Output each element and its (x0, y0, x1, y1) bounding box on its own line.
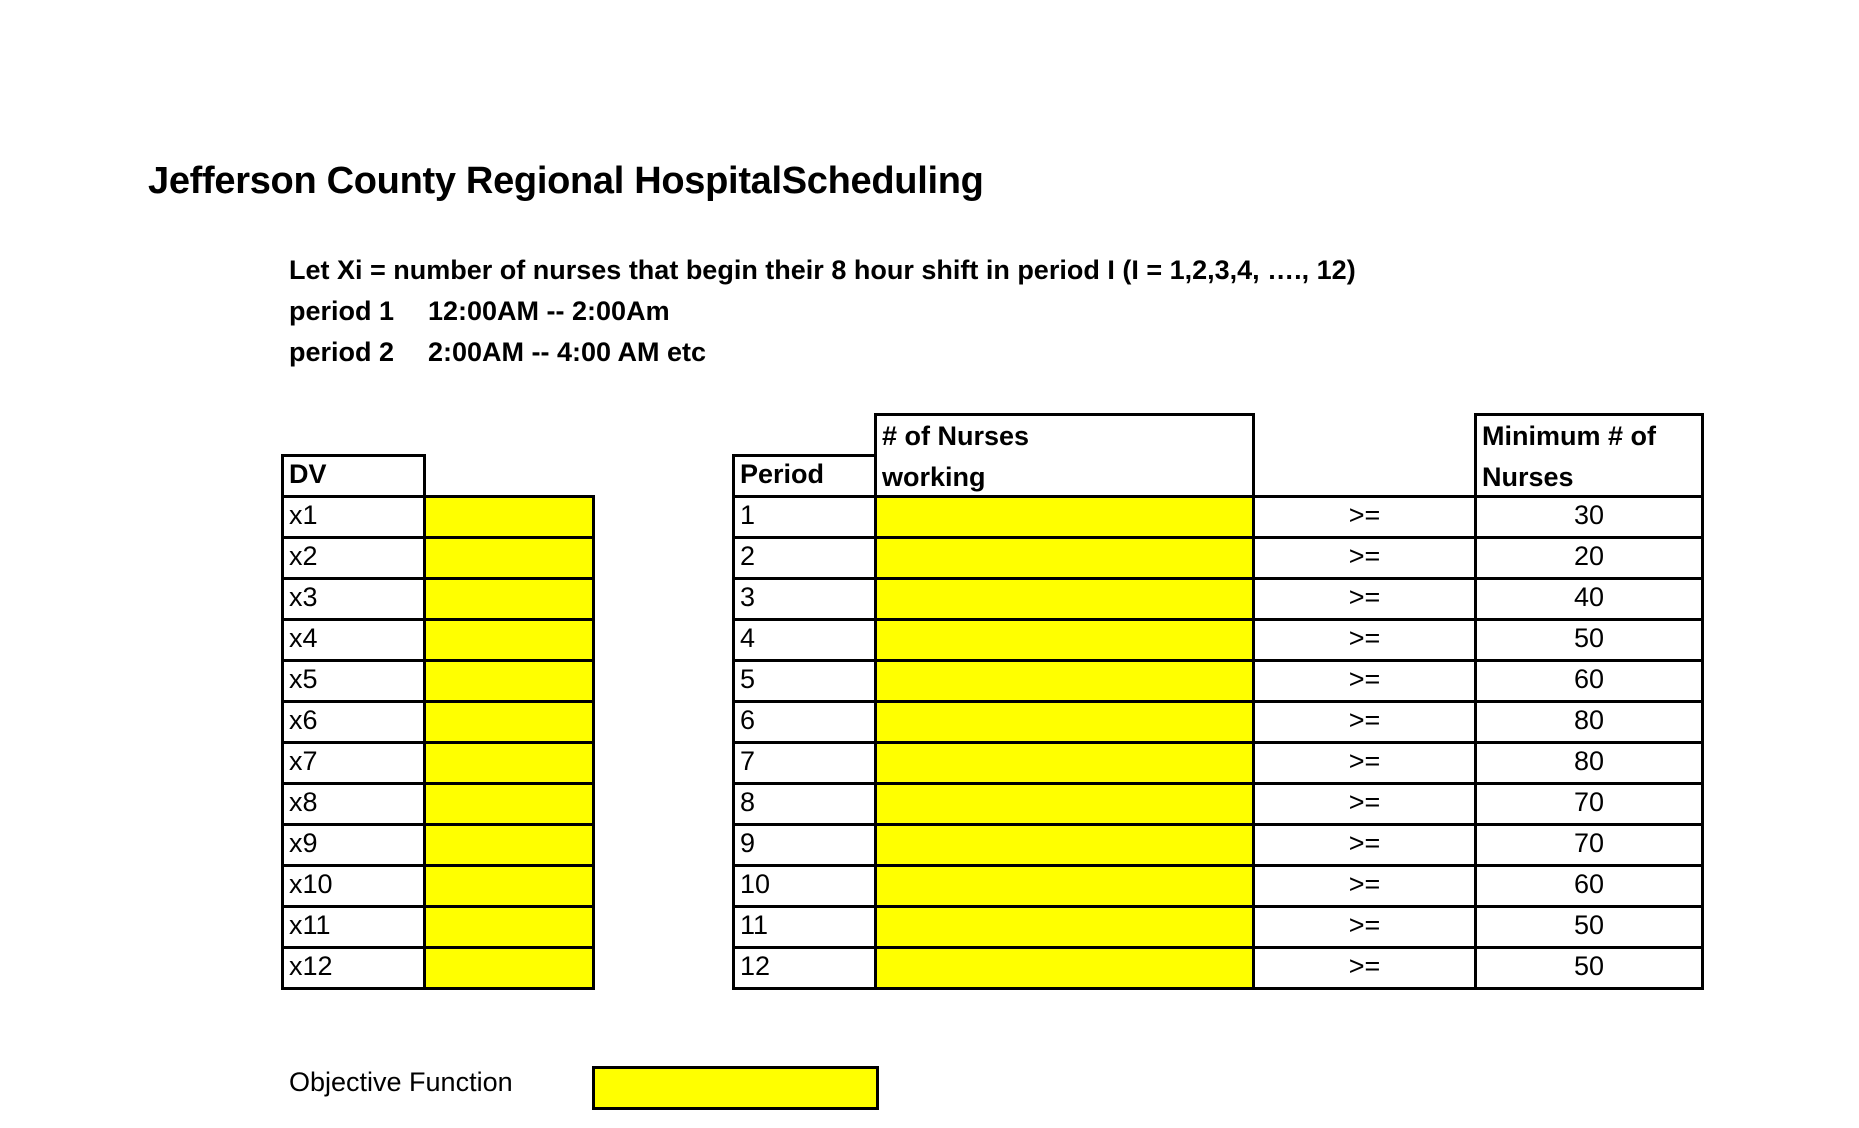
nurses-working-cell[interactable] (874, 618, 1255, 662)
dv-value-cell[interactable] (423, 864, 595, 908)
constraint-operator: >= (1252, 577, 1477, 621)
dv-header: DV (281, 454, 426, 498)
nurses-working-header-line1: # of Nurses (882, 421, 1030, 451)
dv-label: x4 (281, 618, 426, 662)
constraint-operator: >= (1252, 618, 1477, 662)
period-number: 10 (732, 864, 877, 908)
period-number: 4 (732, 618, 877, 662)
dv-value-cell[interactable] (423, 659, 595, 703)
nurses-working-header-line2: working (882, 462, 986, 492)
constraint-operator: >= (1252, 659, 1477, 703)
minimum-nurses-value: 70 (1474, 823, 1704, 867)
period-1-time: 12:00AM -- 2:00Am (428, 296, 670, 326)
minimum-nurses-value: 50 (1474, 946, 1704, 990)
minimum-nurses-value: 50 (1474, 905, 1704, 949)
minimum-nurses-value: 20 (1474, 536, 1704, 580)
dv-label: x6 (281, 700, 426, 744)
constraint-operator: >= (1252, 823, 1477, 867)
minimum-nurses-header (1474, 413, 1704, 498)
period-number: 3 (732, 577, 877, 621)
minimum-nurses-value: 70 (1474, 782, 1704, 826)
nurses-working-cell[interactable] (874, 659, 1255, 703)
period-number: 5 (732, 659, 877, 703)
nurses-working-cell[interactable] (874, 741, 1255, 785)
nurses-working-cell[interactable] (874, 946, 1255, 990)
period-1-definition (289, 296, 670, 327)
variable-definition: Let Xi = number of nurses that begin their 8 hour shift in period I (I = 1,2,3,4, …., 12) (289, 255, 1356, 285)
constraint-operator: >= (1252, 905, 1477, 949)
minimum-nurses-value: 60 (1474, 864, 1704, 908)
constraint-operator: >= (1252, 700, 1477, 744)
minimum-nurses-value: 40 (1474, 577, 1704, 621)
dv-value-cell[interactable] (423, 495, 595, 539)
nurses-working-cell[interactable] (874, 864, 1255, 908)
dv-value-cell[interactable] (423, 700, 595, 744)
dv-value-cell[interactable] (423, 782, 595, 826)
nurses-working-cell[interactable] (874, 782, 1255, 826)
period-number: 11 (732, 905, 877, 949)
dv-value-cell[interactable] (423, 618, 595, 662)
minimum-nurses-value: 50 (1474, 618, 1704, 662)
period-1-label: period 1 (289, 296, 395, 326)
nurses-working-cell[interactable] (874, 495, 1255, 539)
constraint-operator: >= (1252, 864, 1477, 908)
period-number: 12 (732, 946, 877, 990)
period-2-label: period 2 (289, 337, 395, 367)
period-number: 8 (732, 782, 877, 826)
minimum-nurses-value: 60 (1474, 659, 1704, 703)
objective-function-label: Objective Function (289, 1067, 513, 1097)
constraint-operator: >= (1252, 741, 1477, 785)
dv-label: x7 (281, 741, 426, 785)
dv-label: x9 (281, 823, 426, 867)
nurses-working-cell[interactable] (874, 905, 1255, 949)
period-number: 6 (732, 700, 877, 744)
nurses-working-cell[interactable] (874, 577, 1255, 621)
dv-label: x2 (281, 536, 426, 580)
constraint-operator: >= (1252, 782, 1477, 826)
period-header: Period (732, 454, 877, 498)
dv-label: x8 (281, 782, 426, 826)
nurses-working-cell[interactable] (874, 700, 1255, 744)
minimum-nurses-value: 30 (1474, 495, 1704, 539)
constraint-operator: >= (1252, 536, 1477, 580)
constraint-operator: >= (1252, 495, 1477, 539)
period-number: 9 (732, 823, 877, 867)
dv-value-cell[interactable] (423, 946, 595, 990)
dv-label: x3 (281, 577, 426, 621)
minimum-nurses-value: 80 (1474, 741, 1704, 785)
dv-label: x12 (281, 946, 426, 990)
dv-value-cell[interactable] (423, 577, 595, 621)
period-2-definition (289, 337, 706, 368)
dv-label: x5 (281, 659, 426, 703)
period-number: 1 (732, 495, 877, 539)
dv-label: x10 (281, 864, 426, 908)
minimum-nurses-header-line2: Nurses (1482, 462, 1574, 492)
minimum-nurses-header-line1: Minimum # of (1482, 421, 1656, 451)
constraint-operator: >= (1252, 946, 1477, 990)
nurses-working-cell[interactable] (874, 536, 1255, 580)
dv-value-cell[interactable] (423, 905, 595, 949)
dv-label: x11 (281, 905, 426, 949)
nurses-working-header (874, 413, 1255, 498)
period-number: 2 (732, 536, 877, 580)
dv-value-cell[interactable] (423, 536, 595, 580)
period-number: 7 (732, 741, 877, 785)
dv-label: x1 (281, 495, 426, 539)
page-title: Jefferson County Regional HospitalScheduling (148, 160, 984, 202)
nurses-working-cell[interactable] (874, 823, 1255, 867)
dv-value-cell[interactable] (423, 741, 595, 785)
objective-function-cell[interactable] (592, 1066, 879, 1110)
minimum-nurses-value: 80 (1474, 700, 1704, 744)
dv-value-cell[interactable] (423, 823, 595, 867)
period-2-time: 2:00AM -- 4:00 AM etc (428, 337, 707, 367)
